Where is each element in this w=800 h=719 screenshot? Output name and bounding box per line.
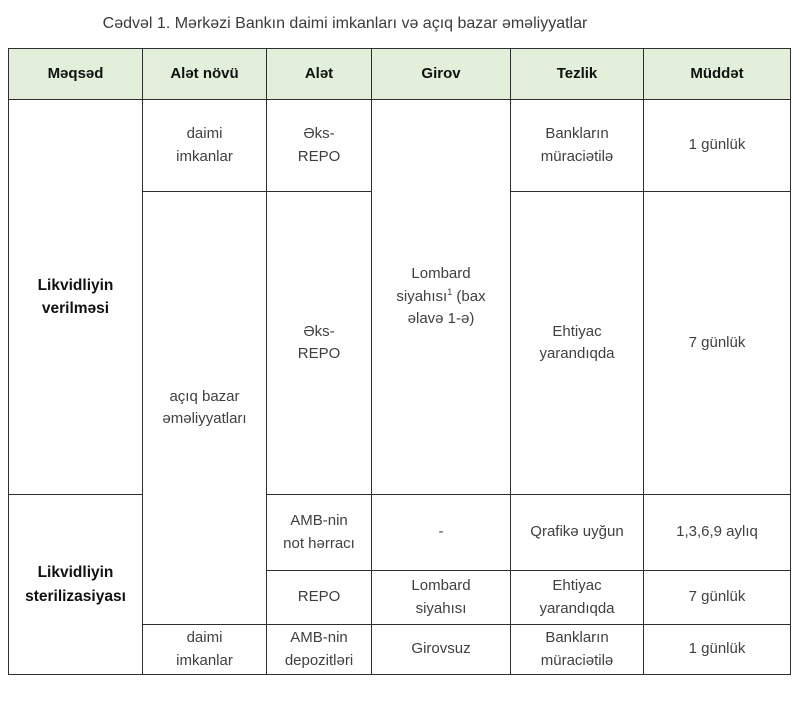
header-collateral: Girov — [372, 49, 511, 100]
cell-instrument-amb-deposits: AMB-nin depozitləri — [267, 625, 372, 675]
cell-frequency-on-bank-request-2: Bankların müraciətilə — [511, 625, 644, 675]
cell-instrument-reverse-repo-2: Əks-REPO — [267, 192, 372, 495]
cell-term-1-day-2: 1 günlük — [644, 625, 791, 675]
cell-frequency-on-bank-request-1: Bankların müraciətilə — [511, 100, 644, 192]
header-instrument: Alət — [267, 49, 372, 100]
cell-frequency-when-needed-2: Ehtiyac yarandıqda — [511, 571, 644, 625]
cell-type-standing-facilities-bottom: daimi imkanlar — [143, 625, 267, 675]
collateral-text: Lombard siyahısı — [396, 265, 471, 305]
table-caption: Cədvəl 1. Mərkəzi Bankın daimi imkanları və açıq bazar əməliyyatlar — [102, 15, 588, 32]
monetary-operations-table — [8, 48, 791, 675]
cell-term-months: 1,3,6,9 aylıq — [644, 495, 791, 571]
cell-collateral-lombard-list: Lombard siyahısı — [372, 571, 511, 625]
header-term: Müddət — [644, 49, 791, 100]
cell-frequency-when-needed-1: Ehtiyac yarandıqda — [511, 192, 644, 495]
cell-term-7-day-1: 7 günlük — [644, 192, 791, 495]
cell-instrument-note-auction: AMB-nin not hərracı — [267, 495, 372, 571]
cell-goal-liquidity-sterilization: Likvidliyin sterilizasiyası — [9, 495, 143, 675]
header-frequency: Tezlik — [511, 49, 644, 100]
header-goal: Məqsəd — [9, 49, 143, 100]
table-row — [9, 100, 791, 192]
cell-type-standing-facilities-top: daimi imkanlar — [143, 100, 267, 192]
cell-goal-liquidity-provision: Likvidliyin verilməsi — [9, 100, 143, 495]
table-row — [9, 495, 791, 571]
cell-instrument-reverse-repo-1: Əks-REPO — [267, 100, 372, 192]
cell-instrument-repo: REPO — [267, 571, 372, 625]
footnote-marker: 1 — [447, 286, 453, 297]
header-instrument-type: Alət növü — [143, 49, 267, 100]
collateral-suffix: (bax əlavə 1-ə) — [407, 287, 486, 328]
cell-frequency-per-schedule: Qrafikə uyğun — [511, 495, 644, 571]
cell-term-7-day-2: 7 günlük — [644, 571, 791, 625]
cell-term-1-day-1: 1 günlük — [644, 100, 791, 192]
cell-collateral-unsecured: Girovsuz — [372, 625, 511, 675]
cell-type-open-market-operations: açıq bazar əməliyyatları — [143, 192, 267, 625]
cell-collateral-none-dash: - — [372, 495, 511, 571]
cell-collateral-lombard-list-note — [372, 100, 511, 495]
table-header-row — [9, 49, 791, 100]
